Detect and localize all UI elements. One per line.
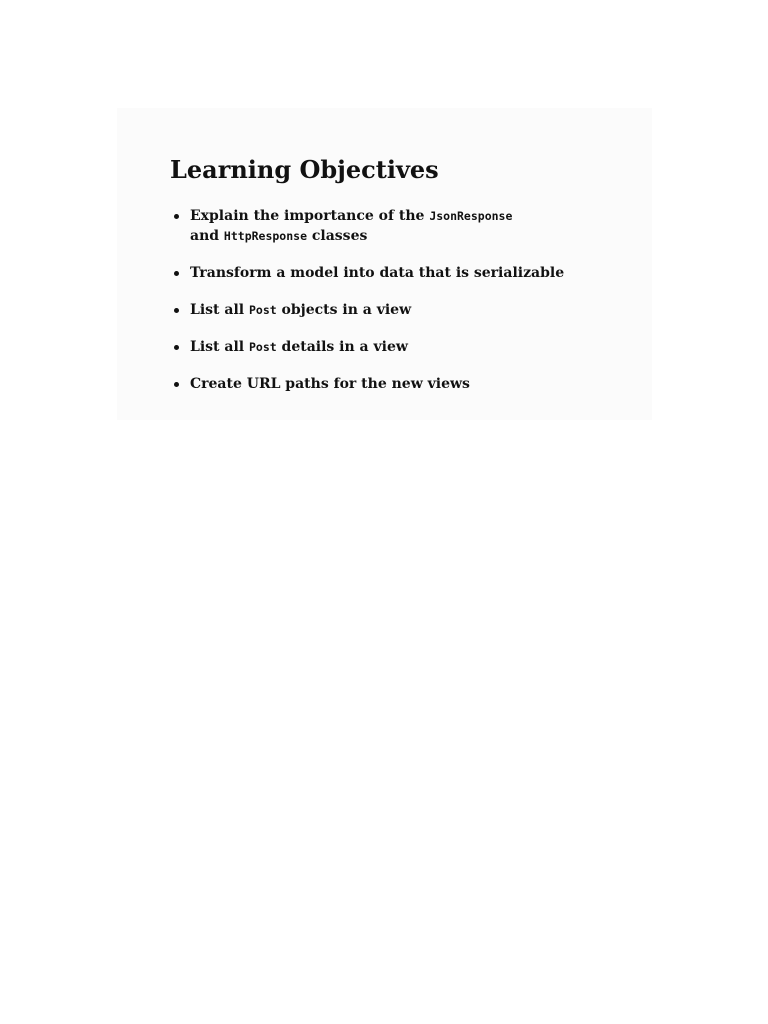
objectives-list xyxy=(170,206,652,394)
bullet-icon xyxy=(174,271,179,276)
list-item xyxy=(170,337,535,357)
objective-text: and xyxy=(190,228,224,244)
code-jsonresponse: JsonResponse xyxy=(429,209,513,223)
list-item xyxy=(170,206,535,246)
objective-text: Create URL paths for the new views xyxy=(190,376,470,392)
objective-text: objects in a view xyxy=(276,302,412,318)
list-item xyxy=(170,263,570,283)
bullet-icon xyxy=(174,308,179,313)
objective-text: details in a view xyxy=(276,339,408,355)
bullet-icon xyxy=(174,382,179,387)
objective-text: classes xyxy=(307,228,368,244)
objective-text: Explain the importance of the xyxy=(190,208,430,224)
objective-text: List all xyxy=(190,302,249,318)
list-item xyxy=(170,300,535,320)
code-post: Post xyxy=(248,303,277,317)
learning-objectives-card xyxy=(117,108,652,420)
objective-text: List all xyxy=(190,339,249,355)
list-item xyxy=(170,374,535,394)
page-title: Learning Objectives xyxy=(170,155,439,184)
bullet-icon xyxy=(174,345,179,350)
bullet-icon xyxy=(174,214,179,219)
code-post: Post xyxy=(248,340,277,354)
objective-text: Transform a model into data that is serializable xyxy=(190,265,565,281)
code-httpresponse: HttpResponse xyxy=(223,229,308,243)
